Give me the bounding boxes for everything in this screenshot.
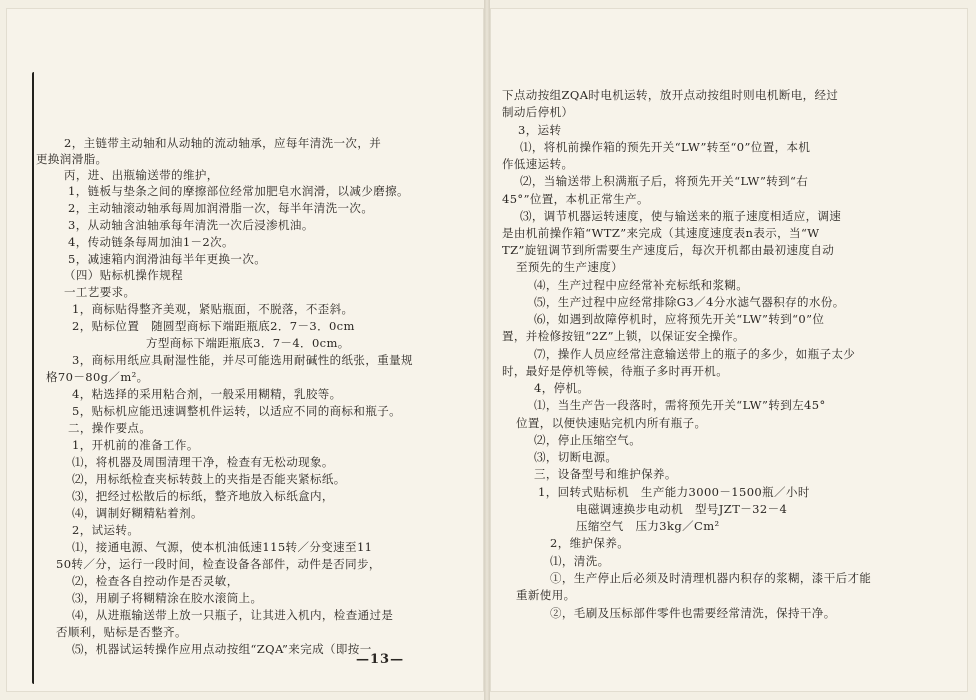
text-line: 50转／分，运行一段时间，检查设备各部件，动件是否同步， — [56, 557, 381, 571]
text-line: 2，试运转。 — [72, 523, 140, 537]
text-line: 1，链板与垫条之间的摩擦部位经常加肥皂水润滑，以减少磨擦。 — [68, 184, 409, 198]
text-line: ①，生产停止后必须及时清理机器内积存的浆糊，漆干后才能 — [550, 571, 872, 585]
text-line: 下点动按组ZQA时电机运转，放开点动按组时则电机断电，经过 — [502, 88, 839, 102]
text-line: 4，停机。 — [534, 381, 590, 395]
right-page-text — [490, 8, 968, 692]
text-line: ⑴，接通电源、气源，使本机油低速115转／分变速至11 — [72, 540, 373, 554]
text-line: 1，回转式贴标机 生产能力3000－1500瓶／小时 — [538, 485, 810, 499]
text-line: 丙，进、出瓶输送带的维护， — [64, 168, 219, 182]
text-line: 4，传动链条每周加油1－2次。 — [68, 235, 234, 249]
text-line: ⑷，从进瓶输送带上放一只瓶子，让其进入机内，检查通过是 — [72, 608, 394, 622]
text-line: 重新使用。 — [516, 588, 576, 602]
text-line: 置，并检修按钮“2Z”上锁，以保证安全操作。 — [502, 329, 745, 343]
text-line: 3，商标用纸应具耐湿性能，并尽可能选用耐碱性的纸张，重量规 — [72, 353, 413, 367]
text-line: 格70－80g／m²。 — [46, 370, 149, 384]
text-line: 作低速运转。 — [502, 157, 574, 171]
text-line: 2，主动轴滚动轴承每周加润滑脂一次，每半年清洗一次。 — [68, 201, 374, 215]
text-line: ⑺，操作人员应经常注意输送带上的瓶子的多少，如瓶子太少 — [534, 347, 856, 361]
text-line: ⑴，清洗。 — [550, 554, 610, 568]
text-line: 时，最好是停机等候，待瓶子多时再开机。 — [502, 364, 729, 378]
text-line: ⑶，切断电源。 — [534, 450, 618, 464]
text-line: ⑹，如遇到故障停机时，应将预先开关“LW”转到“0”位 — [534, 312, 825, 326]
page-number: —13— — [356, 652, 405, 667]
text-line: 至预先的生产速度） — [516, 260, 624, 274]
text-line: 2，主链带主动轴和从动轴的流动轴承，应每年清洗一次，并 — [64, 136, 382, 150]
text-line: 位置，以便快速贴完机内所有瓶子。 — [516, 416, 707, 430]
text-line: ⑵，检查各自控动作是否灵敏， — [72, 574, 239, 588]
text-line: 2，维护保养。 — [550, 536, 630, 550]
left-page — [6, 8, 484, 692]
text-line: 5，减速箱内润滑油每半年更换一次。 — [68, 252, 267, 266]
text-line: 3，从动轴含油轴承每年清洗一次后浸渗机油。 — [68, 218, 314, 232]
text-line: ⑸，机器试运转操作应用点动按组“ZQA”来完成（即按一 — [72, 642, 372, 656]
text-line: ⑸，生产过程中应经常排除G3／4分水滤气器积存的水份。 — [534, 295, 845, 309]
text-line: 3，运转 — [518, 123, 562, 137]
right-page — [490, 8, 968, 692]
text-line: 一工艺要求。 — [64, 285, 136, 299]
text-line: 2，贴标位置 随圆型商标下端距瓶底2．7－3．0cm — [72, 319, 355, 333]
text-line: ⑶，调节机器运转速度，使与输送来的瓶子速度相适应，调速 — [520, 209, 842, 223]
text-line: 5，贴标机应能迅速调整机件运转，以适应不同的商标和瓶子。 — [72, 404, 402, 418]
text-line: 45°”位置，本机正常生产。 — [502, 192, 649, 206]
text-line: 4，粘选择的采用粘合剂，一般采用糊精，乳胶等。 — [72, 387, 342, 401]
text-line: 三，设备型号和维护保养。 — [534, 467, 677, 481]
text-line: 1，开机前的准备工作。 — [72, 438, 199, 452]
text-line: 否顺利，贴标是否整齐。 — [56, 625, 187, 639]
text-line: ⑴，当生产告一段落时，需将预先开关“LW”转到左45° — [534, 398, 826, 412]
text-line: ⑴，将机前操作箱的预先开关“LW”转至“0”位置，本机 — [520, 140, 811, 154]
left-page-text — [6, 8, 484, 692]
text-line: 电磁调速换步电动机 型号JZT－32－4 — [576, 502, 788, 516]
text-line: ⑵，停止压缩空气。 — [534, 433, 642, 447]
text-line: ⑷，调制好糊精粘着剂。 — [72, 506, 203, 520]
text-line: ⑶，把经过松散后的标纸，整齐地放入标纸盒内， — [72, 489, 334, 503]
text-line: ⑵，当输送带上积满瓶子后，将预先开关“LW”转到“右 — [520, 174, 809, 188]
text-line: ⑷，生产过程中应经常补充标纸和浆糊。 — [534, 278, 749, 292]
text-line: （四）贴标机操作规程 — [64, 268, 183, 282]
text-line: ②，毛刷及压标部件零件也需要经常清洗，保持干净。 — [550, 606, 836, 620]
text-line: 制动后停机） — [502, 105, 574, 119]
text-line: 二，操作要点。 — [68, 421, 152, 435]
text-line: ⑵，用标纸检查夹标转鼓上的夹指是否能夹紧标纸。 — [72, 472, 346, 486]
text-line: 是由机前操作箱“WTZ”来完成（其速度速度表n表示，当“W — [502, 226, 820, 240]
text-line: 方型商标下端距瓶底3．7－4．0cm。 — [146, 336, 350, 350]
text-line: ⑶，用刷子将糊精涂在胶水滚筒上。 — [72, 591, 263, 605]
text-line: ⑴，将机器及周围清理干净，检查有无松动现象。 — [72, 455, 334, 469]
text-line: 更换润滑脂。 — [36, 152, 108, 166]
text-line: 压缩空气 压力3kg／Cm² — [576, 519, 720, 533]
text-line: 1，商标贴得整齐美观，紧贴瓶面，不脱落，不歪斜。 — [72, 302, 354, 316]
text-line: TZ”旋钮调节到所需要生产速度后，每次开机都由最初速度自动 — [502, 243, 835, 257]
